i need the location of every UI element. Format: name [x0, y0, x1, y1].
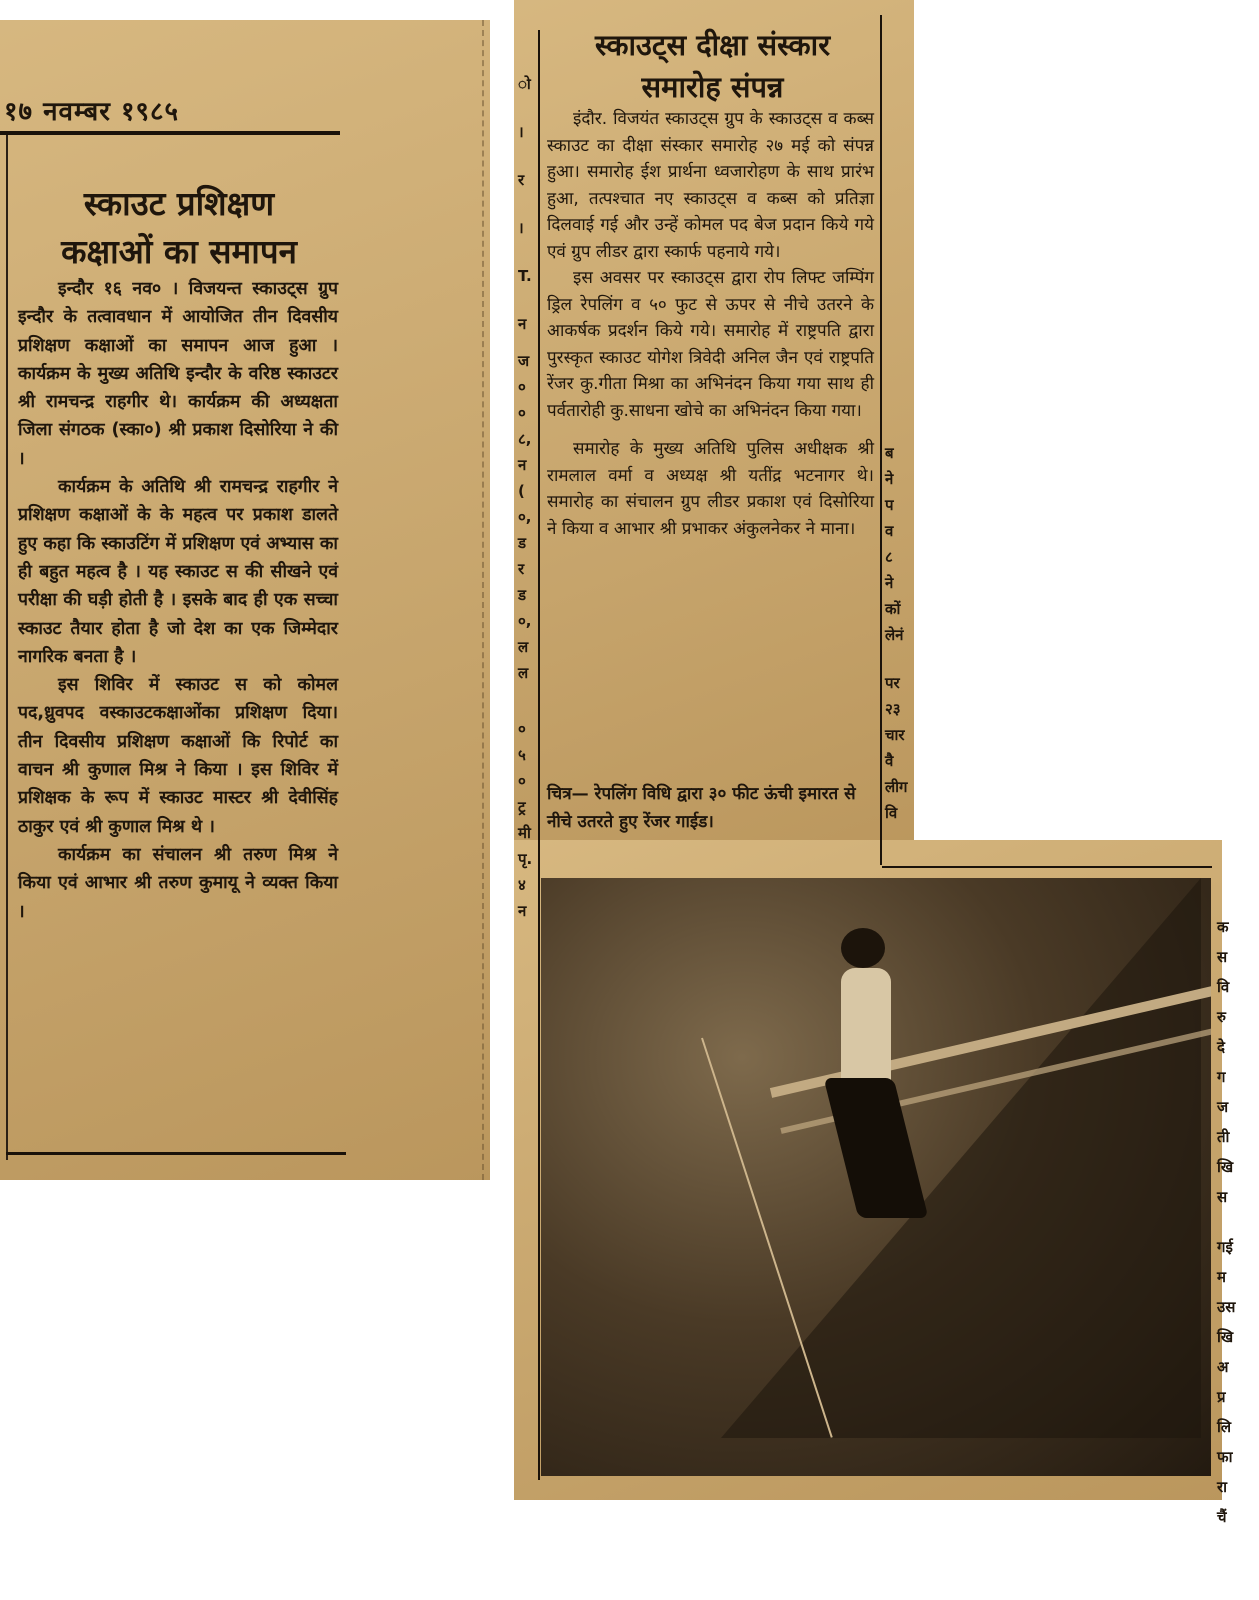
left-paragraph-1: इन्दौर १६ नव० । विजयन्त स्काउट्स ग्रुप इन्दौर के तत्वावधान में आयोजित तीन दिवसीय प्रशिक्षण कक्षाओं का समापन आज हुआ । कार्यक्रम के मुख्य अतिथि इन्दौर के वरिष्ठ स्काउटर श्री रामचन्द्र राहगीर थे। कार्यक्रम की अध्यक्षता जिला संगठक (स्का०) श्री प्रकाश दिसोरिया ने की । — [18, 279, 338, 469]
right-column-rule-2 — [880, 15, 882, 865]
left-article-body — [18, 275, 338, 926]
right-paragraph-2: इस अवसर पर स्काउट्स द्वारा रोप लिफ्ट जम्पिंग ड्रिल रेपलिंग व ५० फुट से ऊपर से नीचे उतरने के आकर्षक प्रदर्शन किये गये। समारोह में राष्ट्रपति द्वारा पुरस्कृत स्काउट योगेश त्रिवेदी अनिल जैन एवं राष्ट्रपति रेंजर कु.गीता मिश्रा का अभिनंदन किया गया साथ ही पर्वतारोही कु.साधना खोचे का अभिनंदन किया गया। — [547, 268, 874, 421]
building-wall — [721, 878, 1201, 1438]
fragment-right-column: ब ने प व ८ ने कों लेनं पर २३ चार वै लीग वि — [885, 444, 908, 822]
left-headline-line-1: स्काउट प्रशिक्षण — [83, 184, 275, 223]
photo-top-rule — [882, 866, 1212, 868]
fragment-far-right-column: क स वि रु दे ग ज ती खि स गई म उस खि अ प्र लि फा रा चैं — [1217, 918, 1236, 1526]
right-article-body — [547, 106, 874, 542]
column-rule — [6, 135, 8, 1160]
photo-caption: चित्र— रेपलिंग विधि द्वारा ३० फीट ऊंची इमारत से नीचे उतरते हुए रेंजर गाईड। — [547, 784, 856, 832]
right-paragraph-3: समारोह के मुख्य अतिथि पुलिस अधीक्षक श्री रामलाल वर्मा व अध्यक्ष श्री यतींद्र भटनागर थे। समारोह का संचालन ग्रुप लीडर प्रकाश एवं दिसोरिया ने किया व आभार श्री प्रभाकर अंकुलनेकर ने माना। — [547, 439, 874, 539]
rappelling-photo — [541, 878, 1211, 1476]
right-paragraph-1: इंदौर. विजयंत स्काउट्स ग्रुप के स्काउट्स व कब्स स्काउट का दीक्षा संस्कार समारोह २७ मई को संपन्न हुआ। समारोह ईश प्रार्थना ध्वजारोहण के साथ प्रारंभ हुआ, तत्पश्चात नए स्काउट्स व कब्स को प्रतिज्ञा दिलवाई गई और उन्हें कोमल पद बेज प्रदान किये गये एवं ग्रुप लीडर द्वारा स्कार्फ पहनाये गये। — [547, 109, 874, 262]
fragment-left-column: ो । र । T. न ज ० ० ८, न ( ०, ड र ड ०, ल ल ० ५ ० ट्र मी पृ. ४ न — [518, 75, 533, 920]
left-headline-line-2: कक्षाओं का समापन — [61, 231, 297, 271]
left-paragraph-4: कार्यक्रम का संचालन श्री तरुण मिश्र ने किया एवं आभार श्री तरुण कुमायू ने व्यक्त किया । — [18, 844, 338, 922]
left-paragraph-3: इस शिविर में स्काउट स को कोमल पद,ध्रुवपद वस्काउटकक्षाओंका प्रशिक्षण दिया। तीन दिवसीय प्रशिक्षण कक्षाओं कि रिपोर्ट का वाचन श्री कुणाल मिश्र ने किया । इस शिविर में प्रशिक्षक के रूप में स्काउट मास्टर श्री देवीसिंह ठाकुर एवं श्री कुणाल मिश्र थे । — [18, 675, 338, 837]
perforation-edge — [482, 20, 490, 1180]
header-rule — [0, 131, 340, 135]
clipping-date: १७ नवम्बर १९८५ — [4, 97, 180, 127]
left-bottom-rule — [6, 1152, 346, 1155]
right-headline-line-2: समारोह संपन्न — [641, 70, 784, 104]
right-column-rule — [538, 30, 540, 1480]
left-headline — [14, 180, 344, 276]
right-headline — [545, 24, 880, 108]
left-paragraph-2: कार्यक्रम के अतिथि श्री रामचन्द्र राहगीर ने प्रशिक्षण कक्षाओं के के महत्व पर प्रकाश डालते हुए कहा कि स्काउटिंग में प्रशिक्षण एवं अभ्यास का ही बहुत महत्व है । यह स्काउट स की सीखने एवं परीक्षा की घड़ी होती है । इसके बाद ही एक सच्चा स्काउट तैयार होता है जो देश का एक जिम्मेदार नागरिक बनता है । — [18, 477, 338, 667]
climber-body — [841, 968, 891, 1088]
climber-head — [841, 928, 885, 968]
right-headline-line-1: स्काउट्स दीक्षा संस्कार — [594, 28, 831, 62]
